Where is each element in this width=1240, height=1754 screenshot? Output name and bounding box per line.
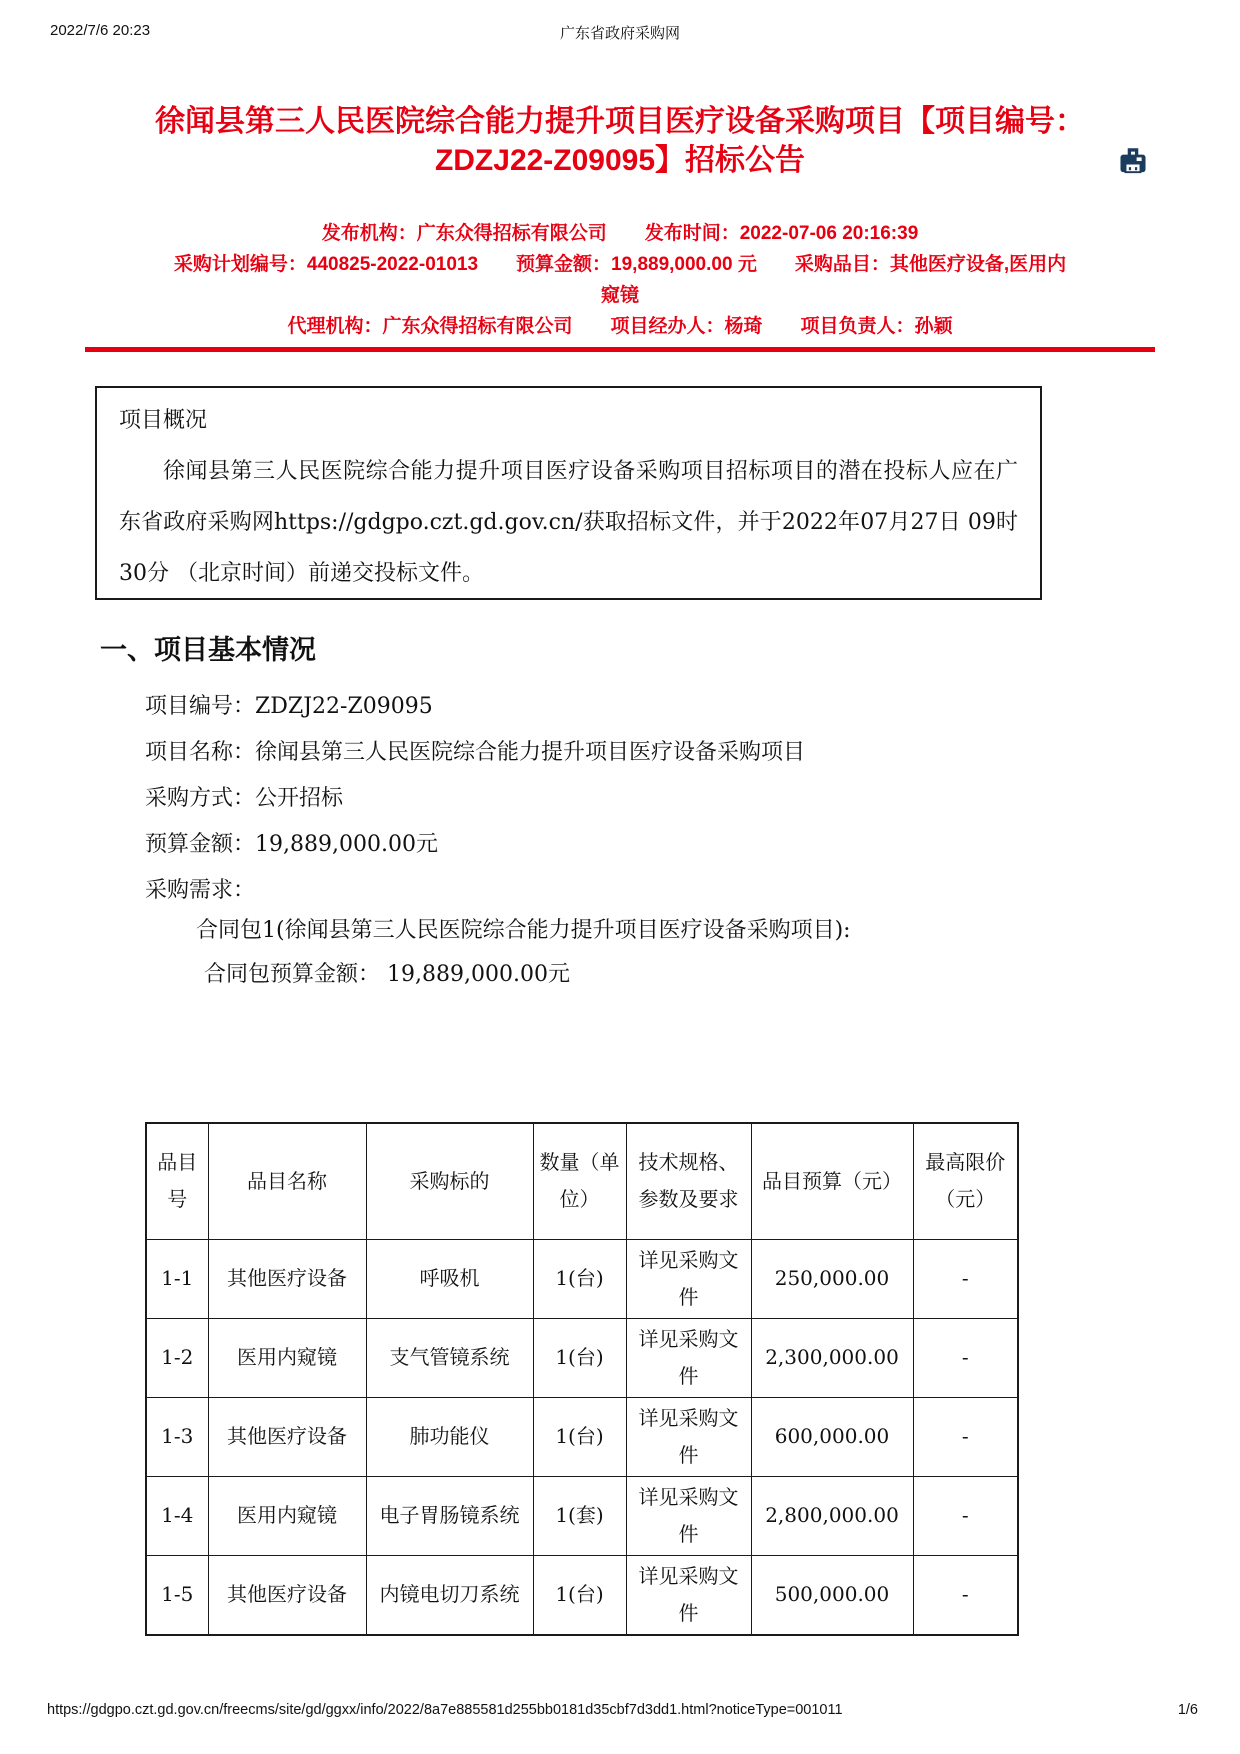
project-overview-box: [95, 386, 1042, 600]
cell-item-budget: 2,300,000.00: [751, 1318, 913, 1397]
cell-item-name: 医用内窥镜: [208, 1318, 366, 1397]
site-name: 广东省政府采购网: [559, 25, 680, 42]
cell-price-cap: -: [913, 1476, 1018, 1555]
cell-subject: 呼吸机: [366, 1239, 533, 1318]
cell-specs: 详见采购文件: [626, 1397, 751, 1476]
col-header-quantity: 数量（单位）: [533, 1123, 626, 1239]
notice-title-line2: ZDZJ22-Z09095】招标公告: [434, 144, 806, 177]
project-details: [145, 684, 805, 914]
cell-quantity: 1(套): [533, 1476, 626, 1555]
items-table: [145, 1122, 1019, 1636]
table-header-row: [146, 1123, 1018, 1239]
cell-quantity: 1(台): [533, 1555, 626, 1635]
cell-subject: 肺功能仪: [366, 1397, 533, 1476]
cell-item-name: 其他医疗设备: [208, 1239, 366, 1318]
meta-row-plan-budget-wrap: 窥镜: [600, 285, 639, 306]
cell-item-budget: 2,800,000.00: [751, 1476, 913, 1555]
cell-item-no: 1-3: [146, 1397, 208, 1476]
cell-item-budget: 250,000.00: [751, 1239, 913, 1318]
contract-package-line: 合同包1(徐闻县第三人民医院综合能力提升项目医疗设备采购项目):: [196, 918, 851, 943]
cell-quantity: 1(台): [533, 1239, 626, 1318]
cell-price-cap: -: [913, 1397, 1018, 1476]
col-header-item-name: 品目名称: [208, 1123, 366, 1239]
printer-icon[interactable]: [1116, 146, 1150, 178]
contract-package-budget: 合同包预算金额： 19,889,000.00元: [204, 962, 570, 987]
table-row: [146, 1555, 1018, 1635]
cell-item-name: 其他医疗设备: [208, 1397, 366, 1476]
notice-title-line1: 徐闻县第三人民医院综合能力提升项目医疗设备采购项目【项目编号：: [155, 105, 1085, 138]
detail-project-name: 项目名称：徐闻县第三人民医院综合能力提升项目医疗设备采购项目: [145, 740, 806, 765]
table-row: [146, 1318, 1018, 1397]
notice-title: [85, 102, 1155, 180]
overview-heading: 项目概况: [119, 408, 208, 433]
cell-item-name: 医用内窥镜: [208, 1476, 366, 1555]
col-header-price-cap: 最高限价（元）: [913, 1123, 1018, 1239]
cell-quantity: 1(台): [533, 1397, 626, 1476]
cell-subject: 内镜电切刀系统: [366, 1555, 533, 1635]
detail-procurement-demand: 采购需求：: [145, 878, 256, 903]
footer-page-number: 1/6: [1177, 1702, 1198, 1718]
cell-subject: 支气管镜系统: [366, 1318, 533, 1397]
meta-row-publisher: 发布机构：广东众得招标有限公司 发布时间：2022-07-06 20:16:39: [321, 223, 919, 244]
cell-item-no: 1-5: [146, 1555, 208, 1635]
table-row: [146, 1397, 1018, 1476]
table-row: [146, 1476, 1018, 1555]
cell-specs: 详见采购文件: [626, 1555, 751, 1635]
cell-item-budget: 500,000.00: [751, 1555, 913, 1635]
cell-quantity: 1(台): [533, 1318, 626, 1397]
meta-row-agency: 代理机构：广东众得招标有限公司 项目经办人：杨琦 项目负责人：孙颖: [287, 316, 953, 337]
col-header-item-no: 品目号: [146, 1123, 208, 1239]
col-header-specs: 技术规格、参数及要求: [626, 1123, 751, 1239]
detail-budget-amount: 预算金额：19,889,000.00元: [145, 832, 438, 857]
detail-project-number: 项目编号：ZDZJ22-Z09095: [145, 694, 433, 719]
detail-procurement-method: 采购方式：公开招标: [145, 786, 344, 811]
cell-price-cap: -: [913, 1555, 1018, 1635]
section1-heading: 一、项目基本情况: [100, 635, 316, 666]
cell-specs: 详见采购文件: [626, 1476, 751, 1555]
cell-item-budget: 600,000.00: [751, 1397, 913, 1476]
col-header-subject: 采购标的: [366, 1123, 533, 1239]
cell-item-no: 1-2: [146, 1318, 208, 1397]
cell-subject: 电子胃肠镜系统: [366, 1476, 533, 1555]
cell-price-cap: -: [913, 1318, 1018, 1397]
cell-specs: 详见采购文件: [626, 1318, 751, 1397]
cell-item-no: 1-4: [146, 1476, 208, 1555]
cell-specs: 详见采购文件: [626, 1239, 751, 1318]
cell-price-cap: -: [913, 1239, 1018, 1318]
divider-rule: [85, 347, 1155, 352]
print-timestamp: 2022/7/6 20:23: [50, 22, 151, 39]
cell-item-name: 其他医疗设备: [208, 1555, 366, 1635]
col-header-item-budget: 品目预算（元）: [751, 1123, 913, 1239]
table-row: [146, 1239, 1018, 1318]
cell-item-no: 1-1: [146, 1239, 208, 1318]
footer-url: https://gdgpo.czt.gd.gov.cn/freecms/site/gd/ggxx/info/2022/8a7e885581d255bb0181d35cbf7d3dd1.html?noticeType=001011: [47, 1702, 843, 1718]
overview-paragraph: 徐闻县第三人民医院综合能力提升项目医疗设备采购项目招标项目的潜在投标人应在广东省政府采购网https://gdgpo.czt.gd.gov.cn/获取招标文件，并于2022年07月27日 09时30分 （北京时间）前递交投标文件。: [119, 459, 1018, 586]
notice-meta: [80, 218, 1160, 342]
meta-row-plan-budget: 采购计划编号：440825-2022-01013 预算金额：19,889,000.00 元 采购品目：其他医疗设备,医用内: [173, 254, 1067, 275]
